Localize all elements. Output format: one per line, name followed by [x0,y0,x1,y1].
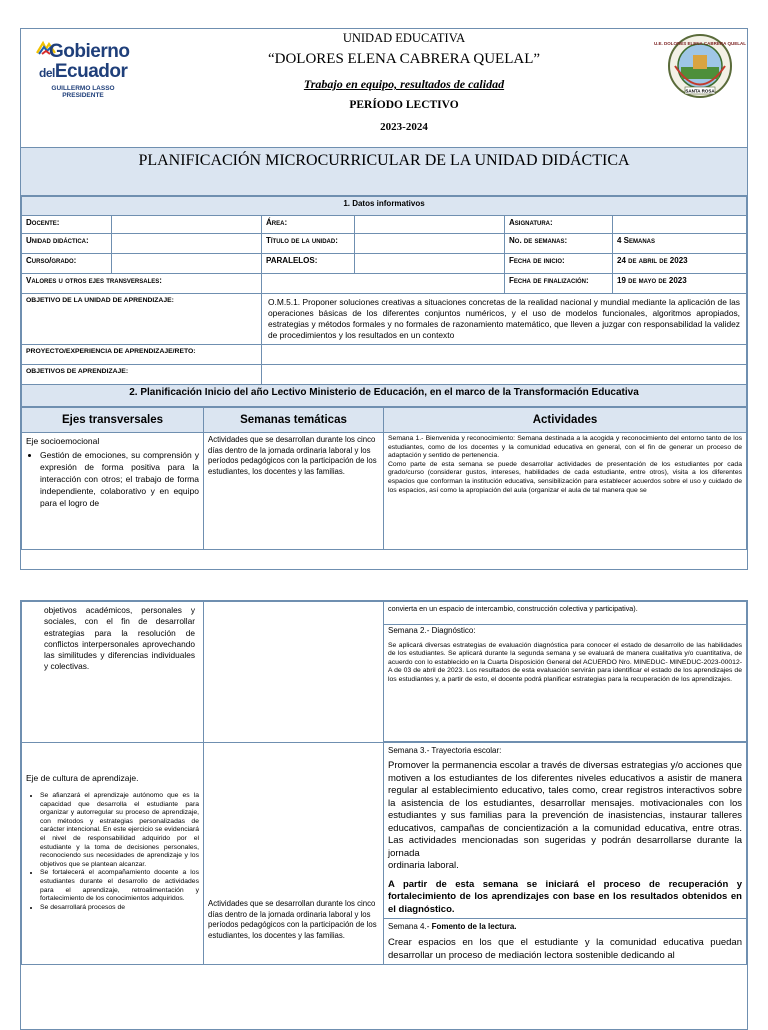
semana3-4-cell [384,743,747,965]
asignatura-value [613,216,747,234]
eje-socioemocional-cell [22,433,204,550]
logo-line2-main: Ecuador [54,61,128,82]
document-page-1 [20,28,748,570]
semana3-title: Semana 3.- Trayectoria escolar: [388,746,502,755]
school-seal-icon [654,33,746,99]
semana2-cell [384,625,747,742]
docente-label: Docente: [22,216,112,234]
eje-socioemocional-title: Eje socioemocional [26,436,100,446]
semana4-text: Crear espacios en los que el estudiante y la comunidad educativa puedan desarrollar un proceso de mediación lectora sostenible dedicando al [388,937,742,961]
planificacion-table [21,407,747,550]
seal-top-text: U.E. DOLORES ELENA CABRERA QUELAL [654,41,746,46]
school-name: “DOLORES ELENA CABRERA QUELAL” [267,51,541,67]
period-value: 2023-2024 [380,121,428,133]
semana3-block [384,743,746,919]
period-label: PERÍODO LECTIVO [349,99,459,111]
col-actividades-header: Actividades [384,408,747,433]
semana3-bold-text: A partir de esta semana se iniciará el proceso de recuperación y fortalecimiento de los aprendizajes con base en los resultados obtenidos en el diagnóstico. [388,878,742,915]
valores-label: Valores u otros ejes transversales: [22,274,262,294]
curso-label: Curso/grado: [22,254,112,274]
section-2-heading: 2. Planificación Inicio del año Lectivo Ministerio de Educación, en el marco de la Transformación Educativa [22,385,747,407]
school-label: UNIDAD EDUCATIVA [342,31,466,45]
unidad-value [112,234,262,254]
semanas-value: 4 Semanas [613,234,747,254]
seal-bottom-text: SANTA ROSA [685,88,715,94]
semana1-paragraph-2: Como parte de esta semana se puede desarrollar actividades de presentación de los estudiantes por cada grado/curso (considerar gustos, intereses, habilidades de cada estudiante, entre otros), visita a los diferentes espacios que conforman la institución educativa, sensibilización para establecer acuerdos sobre el uso y cuidado de los espacios, así como la apropiación del aula (organizar el aula de tal manera que se [388,460,742,494]
unidad-label: Unidad didáctica: [22,234,112,254]
fin-value: 19 de mayo de 2023 [613,274,747,294]
semana4-title-bold: Fomento de la lectura. [431,922,517,931]
page-title: PLANIFICACIÓN MICROCURRICULAR DE LA UNIDAD DIDÁCTICA [21,148,747,196]
logo-line1: Gobierno [49,41,130,62]
paralelos-value [355,254,505,274]
semana4-title [388,921,742,933]
semana2-title: Semana 2.- Diagnóstico: [388,626,476,635]
semanas-label: No. de semanas: [505,234,613,254]
objetivos-aprendizaje-label: OBJETIVOS DE APRENDIZAJE: [22,365,262,385]
eje-cultura-bullet-3: • Se desarrollará procesos de [40,904,199,913]
semanas-tematicas-cell-2: Actividades que se desarrollan durante los cinco días dentro de la jornada ordinaria laboral y los períodos pedagógicos con la participación de los estudiantes, los docentes y las familias. [204,743,384,965]
eje-cultura-title: Eje de cultura de aprendizaje. [26,773,139,783]
actividades-cell [384,433,747,550]
president-name: GUILLERMO LASSO [51,85,115,92]
docente-value [112,216,262,234]
semana1-paragraph: Semana 1.- Bienvenida y reconocimiento: Semana destinada a la acogida y reconocimiento del entorno tanto de los estudiantes, como de los docentes y la comunidad educativa en general, con el fin de generar un proceso de adaptación y sentido de pertenencia. [388,435,742,460]
titulo-value [355,234,505,254]
titulo-label: Título de la unidad: [262,234,355,254]
logo-line2 [39,61,127,83]
curso-value [112,254,262,274]
area-value [355,216,505,234]
document-header [21,29,747,148]
document-page-2 [20,600,748,1030]
area-label: Área: [262,216,355,234]
fin-label: Fecha de finalización: [505,274,613,294]
proyecto-label: PROYECTO/EXPERIENCIA DE APRENDIZAJE/RETO: [22,345,262,365]
school-motto: Trabajo en equipo, resultados de calidad [303,77,505,91]
paralelos-label: PARALELOS: [262,254,355,274]
semanas-empty-cell [204,602,384,743]
objetivos-aprendizaje-value [262,365,747,385]
col-semanas-header: Semanas temáticas [204,408,384,433]
actividades-continued: convierta en un espacio de intercambio, construcción colectiva y participativa). [384,602,747,625]
proyecto-value [262,345,747,365]
eje-cultura-bullet-1: • Se afianzará el aprendizaje autónomo que es la capacidad que desarrolla el estudiante para organizar y autorregular su proceso de aprendizaje, con métodos y estrategias personalizadas de carácter intencional. En este ejercicio se evidenciará el nivel de responsabilidad adquirido por el estudiante y la toma de decisiones personales, reconociendo sus necesidades de aprendizaje y los objetivos que se plantean alcanzar. [40,792,199,869]
datos-informativos-table [21,196,747,407]
semana3-text: Promover la permanencia escolar a través de diversas estrategias y/o acciones que motiven a los estudiantes de los diferentes niveles educativos a asistir de manera regular al establecimiento educativo, tales como, crear registros interactivos sobre la asistencia de los estudiantes, desarrollar mensajes. motivacionales con los estudiantes y sus familias para la prevención de inasistencias, instaurar talleres educativos, campañas de concientización a la comunidad educativa, entre otras. Las actividades mencionadas son sugeridas y podrán desarrollarse durante la jornada [388,760,742,859]
inicio-label: Fecha de inicio: [505,254,613,274]
objetivo-value: O.M.5.1. Proponer soluciones creativas a situaciones concretas de la realidad nacional y mundial mediante la aplicación de las operaciones básicas de los diferentes conjuntos numéricos, y el uso de modelos funcionales, algoritmos apropiados, estrategias y métodos formales y no formales de razonamiento matemático, que lleven a juzgar con responsabilidad la validez de procedimientos y los resultados en un contexto [262,294,747,345]
eje-cultura-cell [22,743,204,965]
objetivo-label: OBJETIVO DE LA UNIDAD DE APRENDIZAJE: [22,294,262,345]
logo-line2-prefix: del [39,66,55,80]
semana2-text: Se aplicará diversas estrategias de evaluación diagnóstica para conocer el estado de desarrollo de las habilidades de los estudiantes. Se aplicará durante la segunda semana y se evaluará de manera cualitativa y/o cuantitativa, de acuerdo con lo establecido en la Cuarta Disposición General del ACUERDO Nro. MINEDUC- MINEDUC-2023-00012-A de 03 de abril de 2023. Los resultados de esta evaluación servirán para identificar el estado de los aprendizajes de los estudiantes y, a partir de esto, el docente podrá planificar estrategias para la recuperación de los aprendizajes. [388,641,742,683]
semana3-text-2: ordinaria laboral. [388,860,459,871]
semana4-title-prefix: Semana 4.- [388,922,432,931]
eje-socioemocional-continued: objetivos académicos, personales y sociales, con el fin de desarrollar estrategias para la resolución de conflictos interpersonales aprovechando las similitudes y diferencias individuales y colectivas. [22,602,204,743]
gobierno-ecuador-logo [29,35,149,105]
col-ejes-header: Ejes transversales [22,408,204,433]
planificacion-table-continued [21,601,747,965]
valores-value [262,274,505,294]
semanas-tematicas-cell: Actividades que se desarrollan durante los cinco días dentro de la jornada ordinaria laboral y los períodos pedagógicos con la participación de los estudiantes, los docentes y las familias. [204,433,384,550]
eje-socioemocional-bullet: • Gestión de emociones, su comprensión y expresión de forma positiva para la interacción con otros; el trabajo de forma independiente, colaborativo y en equipo para el logro de [40,449,199,509]
asignatura-label: Asignatura: [505,216,613,234]
inicio-value: 24 de abril de 2023 [613,254,747,274]
eje-cultura-bullet-2: • Se fortalecerá el acompañamiento docente a los estudiantes durante el desarrollo de actividades para el aprendizaje, retroalimentación y fortalecimiento de los conocimientos adquiridos. [40,869,199,903]
semana4-block [384,919,746,964]
section-1-heading: 1. Datos informativos [22,197,747,216]
president-caption [43,85,123,99]
president-title: PRESIDENTE [62,92,104,99]
